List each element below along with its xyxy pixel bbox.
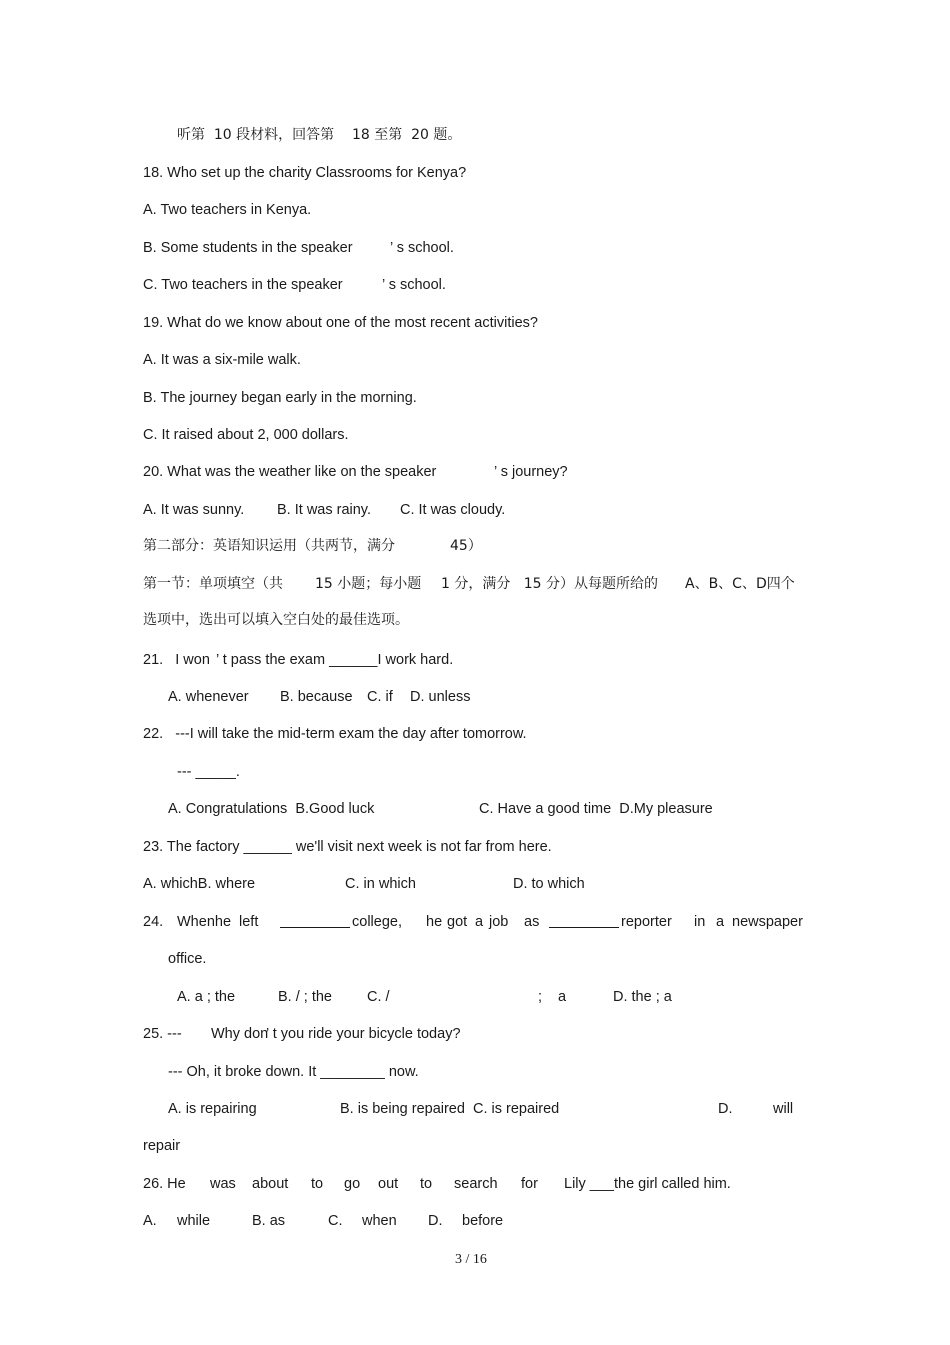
question-21-stem-suffix: ’ t pass the exam ______I work hard.	[216, 652, 454, 668]
question-21-option-a: A. whenever	[168, 689, 249, 705]
question-24-word: in	[694, 914, 706, 930]
question-26-word: about	[252, 1176, 289, 1192]
question-24-word: got	[447, 914, 468, 930]
question-19-option-a: A. It was a six-mile walk.	[143, 352, 301, 368]
question-24-word: a	[475, 914, 484, 930]
question-21-option-b: B. because	[280, 689, 353, 705]
question-26-option-c: when	[362, 1213, 397, 1229]
question-26-option-a: while	[177, 1213, 211, 1229]
question-20-option-b: B. It was rainy.	[277, 502, 372, 518]
question-24-word: as	[524, 914, 540, 930]
question-24-option-d: D. the ; a	[613, 989, 672, 1005]
section-1-instruction-a: 第一节：单项填空（共	[143, 576, 283, 592]
question-24-option-a: A. a ; the	[177, 989, 236, 1005]
listening-section-header: 听第 10 段材料，回答第 18 至第 20 题。	[177, 127, 462, 143]
question-24-word: a	[716, 914, 725, 930]
question-21-option-c: C. if	[367, 689, 393, 705]
question-26-option-b: B. as	[252, 1213, 286, 1229]
question-25-option-d-label: D.	[718, 1101, 733, 1117]
part-2-title: 第二部分：英语知识运用（共两节，满分	[143, 538, 395, 554]
question-24-option-b: B. / ; the	[278, 989, 332, 1005]
question-25-number: 25. ---	[143, 1026, 182, 1042]
question-22-options-cd: C. Have a good time D.My pleasure	[479, 801, 713, 817]
question-26-word: to	[420, 1176, 433, 1192]
question-25-stem: Why don	[211, 1026, 269, 1042]
question-19-option-c: C. It raised about 2, 000 dollars.	[143, 427, 349, 443]
question-25-stem-suffix: ’ t you ride your bicycle today?	[266, 1026, 461, 1042]
question-24-word: he	[426, 914, 443, 930]
question-22-stem: 22. ---I will take the mid-term exam the day after tomorrow.	[143, 726, 527, 742]
question-18-option-b-suffix: ’ s school.	[390, 240, 454, 256]
question-24-word: reporter	[621, 914, 672, 930]
question-19-option-b: B. The journey began early in the morning.	[143, 390, 417, 406]
question-18-stem: 18. Who set up the charity Classrooms for Kenya?	[143, 165, 467, 181]
question-25-option-d-continued: repair	[143, 1138, 181, 1154]
question-25-options-bc: B. is being repaired C. is repaired	[340, 1101, 560, 1117]
question-20-stem: 20. What was the weather like on the speaker	[143, 464, 437, 480]
question-26-word: out	[378, 1176, 399, 1192]
question-21-stem: 21. I won	[143, 652, 210, 668]
question-24-word: job	[489, 914, 509, 930]
section-1-instruction-b: 15 小题；每小题	[315, 576, 422, 592]
question-18-option-c-suffix: ’ s school.	[382, 277, 446, 293]
question-24-option-c: C. /	[367, 989, 390, 1005]
question-25-option-a: A. is repairing	[168, 1101, 257, 1117]
question-18-option-c: C. Two teachers in the speaker	[143, 277, 343, 293]
question-20-stem-suffix: ’ s journey?	[494, 464, 568, 480]
question-20-option-c: C. It was cloudy.	[400, 502, 506, 518]
question-24-stem-continued: office.	[168, 951, 207, 967]
section-1-instruction-d: A、B、C、D四个	[685, 576, 795, 592]
question-24-word: college,	[352, 914, 402, 930]
question-24-word: Whenhe	[177, 914, 232, 930]
section-1-instruction-c: 1 分，满分 15 分）从每题所给的	[441, 576, 658, 592]
part-2-title-score: 45）	[450, 538, 482, 554]
question-23-option-c: C. in which	[345, 876, 416, 892]
question-18-option-b: B. Some students in the speaker	[143, 240, 353, 256]
question-23-options-ab: A. whichB. where	[143, 876, 256, 892]
question-26-word: search	[454, 1176, 498, 1192]
question-24-blank-1	[280, 913, 350, 933]
question-26-word: was	[210, 1176, 236, 1192]
question-19-stem: 19. What do we know about one of the most recent activities?	[143, 315, 538, 331]
question-24-number: 24.	[143, 914, 164, 930]
section-1-instruction-line-2: 选项中，选出可以填入空白处的最佳选项。	[143, 612, 409, 628]
question-23-stem: 23. The factory ______ we'll visit next week is not far from here.	[143, 839, 552, 855]
question-23-option-d: D. to which	[513, 876, 585, 892]
question-21-option-d: D. unless	[410, 689, 471, 705]
question-25-option-d: will	[773, 1101, 794, 1117]
question-26-option-d: before	[462, 1213, 504, 1229]
question-24-blank-2	[549, 913, 619, 933]
question-18-option-a: A. Two teachers in Kenya.	[143, 202, 312, 218]
question-26-word: to	[311, 1176, 324, 1192]
question-24-word: left	[239, 914, 259, 930]
question-26-option-a-label: A.	[143, 1213, 157, 1229]
question-24-option-c-article: a	[558, 989, 567, 1005]
question-22-options-ab: A. Congratulations B.Good luck	[168, 801, 375, 817]
question-26-word: Lily ___the girl called him.	[564, 1176, 731, 1192]
page-number: 3 / 16	[455, 1252, 487, 1267]
question-26-option-d-label: D.	[428, 1213, 443, 1229]
question-26-word: go	[344, 1176, 361, 1192]
question-24-word: newspaper	[732, 914, 803, 930]
question-24-option-c-separator: ;	[538, 989, 543, 1005]
question-26-option-c-label: C.	[328, 1213, 343, 1229]
question-26-number: 26. He	[143, 1176, 186, 1192]
question-26-word: for	[521, 1176, 538, 1192]
question-25-reply: --- Oh, it broke down. It ________ now.	[168, 1064, 419, 1080]
question-20-option-a: A. It was sunny.	[143, 502, 245, 518]
question-22-reply: --- _____.	[177, 764, 240, 780]
